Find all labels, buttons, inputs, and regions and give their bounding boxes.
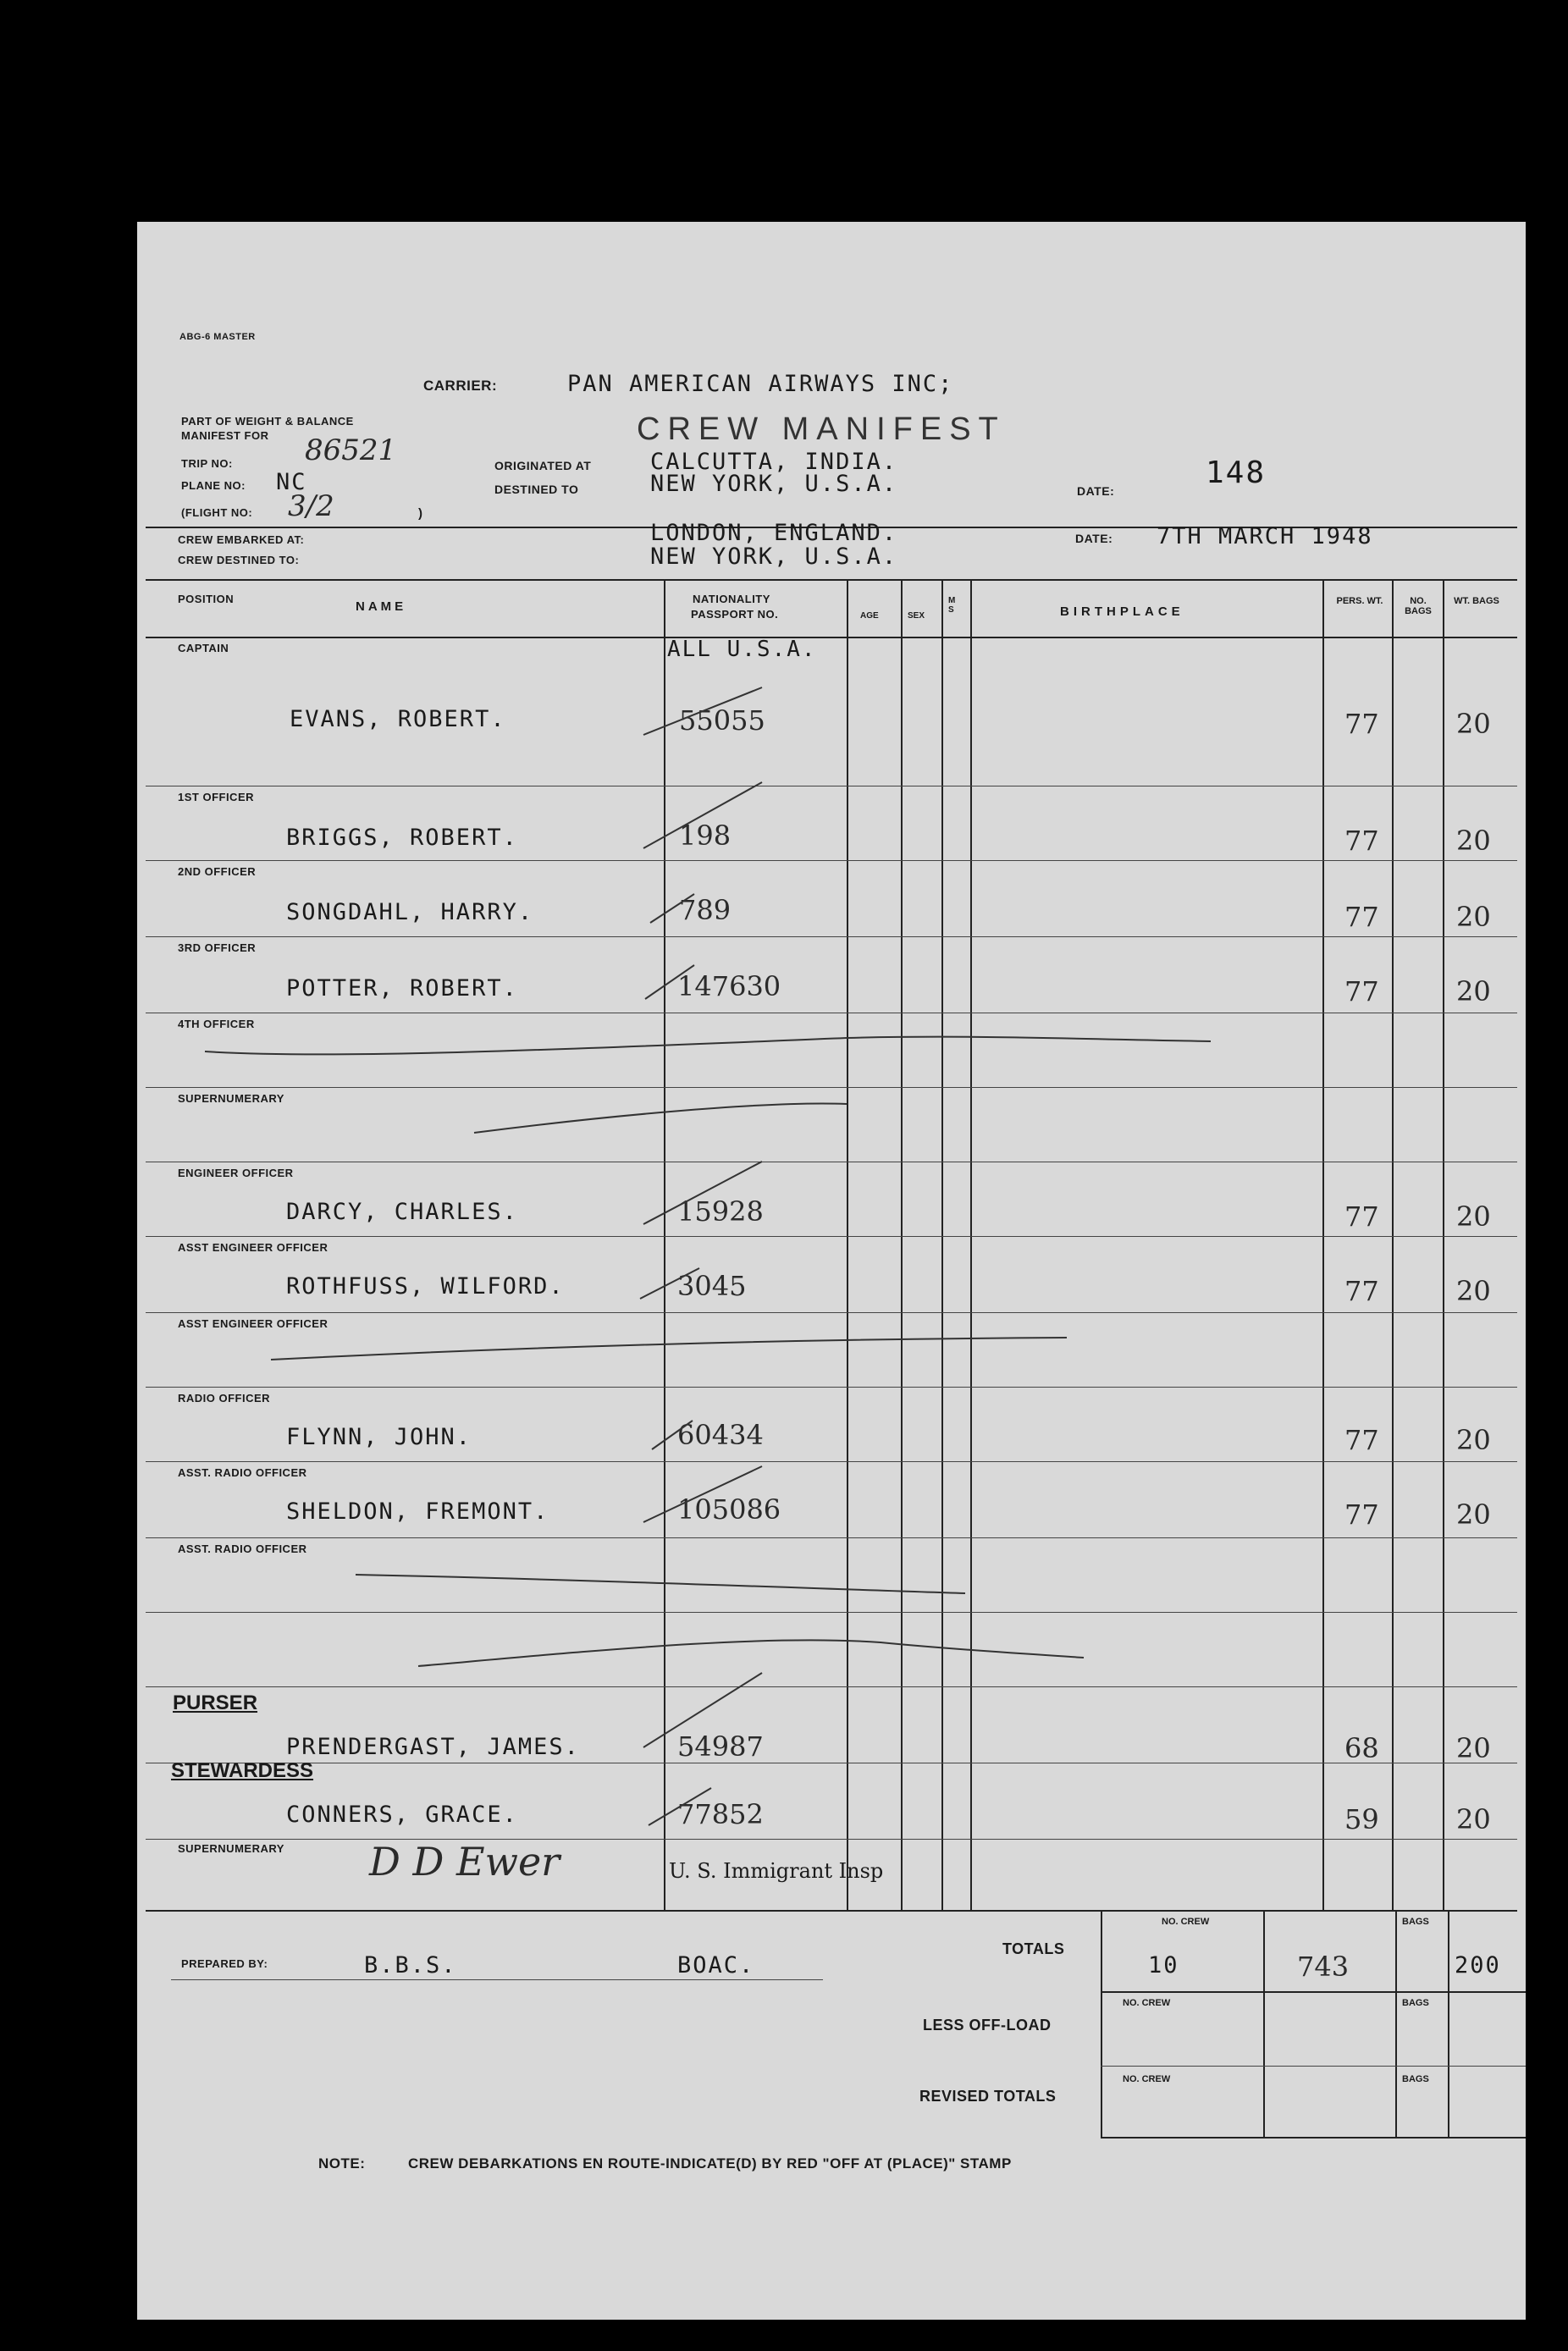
flight-no-close: ): [418, 506, 423, 521]
bags-label: BAGS: [1402, 1917, 1429, 1927]
trip-no: 86521: [305, 433, 397, 467]
pers-wt: 77: [1344, 708, 1379, 740]
bags-label: BAGS: [1402, 2074, 1429, 2084]
plane-no-label: PLANE NO:: [181, 479, 246, 492]
trip-no-label: TRIP NO:: [181, 457, 233, 470]
passport-number: 55055: [679, 704, 765, 737]
position-label: STEWARDESS: [171, 1759, 314, 1782]
total-weight: 743: [1297, 1951, 1350, 1983]
crew-name: SONGDAHL, HARRY.: [286, 899, 534, 925]
position-label: RADIO OFFICER: [178, 1392, 271, 1405]
pers-wt: 77: [1344, 1424, 1379, 1456]
form-number: ABG-6 MASTER: [179, 332, 256, 342]
crew-name: CONNERS, GRACE.: [286, 1802, 518, 1828]
no-crew-label: NO. CREW: [1123, 2074, 1171, 2084]
less-offload-label: LESS OFF-LOAD: [923, 2017, 1052, 2034]
part-of-label: PART OF WEIGHT & BALANCE: [181, 415, 354, 428]
wt-bags: 20: [1456, 1200, 1491, 1233]
header-no-bags: NO. BAGS: [1405, 596, 1432, 616]
passport-number: 54987: [677, 1730, 764, 1763]
pers-wt: 77: [1344, 1200, 1379, 1233]
totals-row-divider: [1101, 1991, 1526, 1993]
totals-box-bags2: [1448, 1910, 1449, 2139]
totals-box-left: [1101, 1910, 1102, 2139]
originated-label: ORIGINATED AT: [494, 459, 592, 472]
header-passport: PASSPORT NO.: [691, 608, 779, 621]
totals-box-bottom: [1101, 2137, 1526, 2139]
note-text: CREW DEBARKATIONS EN ROUTE-INDICATE(D) BY RED "OFF AT (PLACE)" STAMP: [408, 2155, 1012, 2172]
position-label: SUPERNUMERARY: [178, 1092, 284, 1105]
wt-bags: 20: [1456, 1732, 1491, 1764]
total-bags: 200: [1455, 1952, 1501, 1978]
prepared-org: BOAC.: [677, 1952, 755, 1978]
date2-label: DATE:: [1075, 532, 1113, 545]
position-label: SUPERNUMERARY: [178, 1842, 284, 1855]
pers-wt: 77: [1344, 1498, 1379, 1531]
revised-totals-label: REVISED TOTALS: [919, 2088, 1057, 2105]
header-position: POSITION: [178, 593, 235, 605]
totals-row-divider: [1101, 2066, 1526, 2067]
flight-no: 3/2: [288, 489, 334, 523]
passport-number: 147630: [677, 970, 781, 1002]
position-label: ENGINEER OFFICER: [178, 1167, 294, 1179]
pers-wt: 68: [1344, 1732, 1379, 1764]
position-label: ASST ENGINEER OFFICER: [178, 1241, 329, 1254]
no-crew-label: NO. CREW: [1123, 1998, 1171, 2008]
destined-value: NEW YORK, U.S.A.: [650, 471, 898, 497]
position-label: ASST ENGINEER OFFICER: [178, 1317, 329, 1330]
passport-number: 60434: [677, 1419, 764, 1451]
date-label: DATE:: [1077, 484, 1115, 498]
passport-number: 15928: [677, 1195, 764, 1228]
wt-bags: 20: [1456, 825, 1491, 857]
passport-number: 105086: [677, 1493, 781, 1526]
passport-number: 3045: [677, 1270, 747, 1302]
wt-bags: 20: [1456, 1803, 1491, 1835]
embarked-label: CREW EMBARKED AT:: [178, 533, 305, 546]
document-number: 148: [1206, 455, 1267, 490]
header-nationality: NATIONALITY: [693, 593, 770, 605]
crew-name: PRENDERGAST, JAMES.: [286, 1734, 580, 1760]
originated-value: CALCUTTA, INDIA.: [650, 449, 898, 475]
position-label: 3RD OFFICER: [178, 941, 257, 954]
no-crew-label: NO. CREW: [1162, 1917, 1210, 1927]
pers-wt: 77: [1344, 1275, 1379, 1307]
crew-destined-label: CREW DESTINED TO:: [178, 554, 300, 566]
crew-name: DARCY, CHARLES.: [286, 1199, 518, 1225]
carrier-label: CARRIER:: [423, 378, 498, 394]
wt-bags: 20: [1456, 708, 1491, 740]
wt-bags: 20: [1456, 901, 1491, 933]
nationality-all: ALL U.S.A.: [667, 637, 817, 662]
position-label: PURSER: [173, 1692, 258, 1714]
passport-number: 198: [679, 820, 732, 852]
totals-box-bags: [1395, 1910, 1397, 2139]
passport-number: 789: [679, 894, 732, 926]
flight-no-label: (FLIGHT NO:: [181, 506, 253, 519]
header-birthplace: BIRTHPLACE: [1060, 604, 1184, 619]
crew-destined-value: NEW YORK, U.S.A.: [650, 544, 898, 570]
document-title: CREW MANIFEST: [637, 411, 1006, 447]
pers-wt: 77: [1344, 901, 1379, 933]
wt-bags: 20: [1456, 1498, 1491, 1531]
crew-name: SHELDON, FREMONT.: [286, 1498, 549, 1525]
position-label: ASST. RADIO OFFICER: [178, 1542, 307, 1555]
header-sex: SEX: [908, 611, 925, 621]
date2-value: 7TH MARCH 1948: [1157, 523, 1373, 549]
position-label: 4TH OFFICER: [178, 1018, 255, 1030]
inspector-signature: D D Ewer: [369, 1839, 560, 1885]
wt-bags: 20: [1456, 1424, 1491, 1456]
header-name: NAME: [356, 599, 407, 614]
pers-wt: 77: [1344, 975, 1379, 1007]
prepared-by-underline: [171, 1979, 823, 1980]
pers-wt: 59: [1344, 1803, 1379, 1835]
total-crew: 10: [1148, 1952, 1179, 1978]
position-label: 2ND OFFICER: [178, 865, 257, 878]
embarked-value: LONDON, ENGLAND.: [650, 520, 898, 546]
position-label: 1ST OFFICER: [178, 791, 255, 803]
prepared-by: B.B.S.: [364, 1952, 457, 1978]
carrier-name: PAN AMERICAN AIRWAYS INC;: [567, 371, 954, 397]
destined-label: DESTINED TO: [494, 483, 579, 496]
manifest-for-label: MANIFEST FOR: [181, 429, 269, 442]
plane-no: NC: [276, 469, 307, 495]
wt-bags: 20: [1456, 975, 1491, 1007]
header-pers-wt: PERS. WT.: [1336, 596, 1383, 606]
crew-name: POTTER, ROBERT.: [286, 975, 518, 1002]
passport-number: 77852: [677, 1798, 764, 1830]
header-wt-bags: WT. BAGS: [1454, 596, 1499, 606]
totals-box-mid: [1263, 1910, 1265, 2139]
crew-name: EVANS, ROBERT.: [290, 706, 506, 732]
header-ms: M S: [948, 596, 956, 615]
header-age: AGE: [860, 611, 879, 621]
crew-name: FLYNN, JOHN.: [286, 1424, 472, 1450]
position-label: ASST. RADIO OFFICER: [178, 1466, 307, 1479]
pers-wt: 77: [1344, 825, 1379, 857]
prepared-by-label: PREPARED BY:: [181, 1957, 268, 1970]
position-label: CAPTAIN: [178, 642, 229, 654]
crew-name: BRIGGS, ROBERT.: [286, 825, 518, 851]
bags-label: BAGS: [1402, 1998, 1429, 2008]
totals-label: TOTALS: [1002, 1940, 1065, 1957]
wt-bags: 20: [1456, 1275, 1491, 1307]
inspector-title: U. S. Immigrant Insp: [669, 1859, 884, 1883]
note-label: NOTE:: [318, 2155, 366, 2172]
crew-name: ROTHFUSS, WILFORD.: [286, 1273, 565, 1300]
